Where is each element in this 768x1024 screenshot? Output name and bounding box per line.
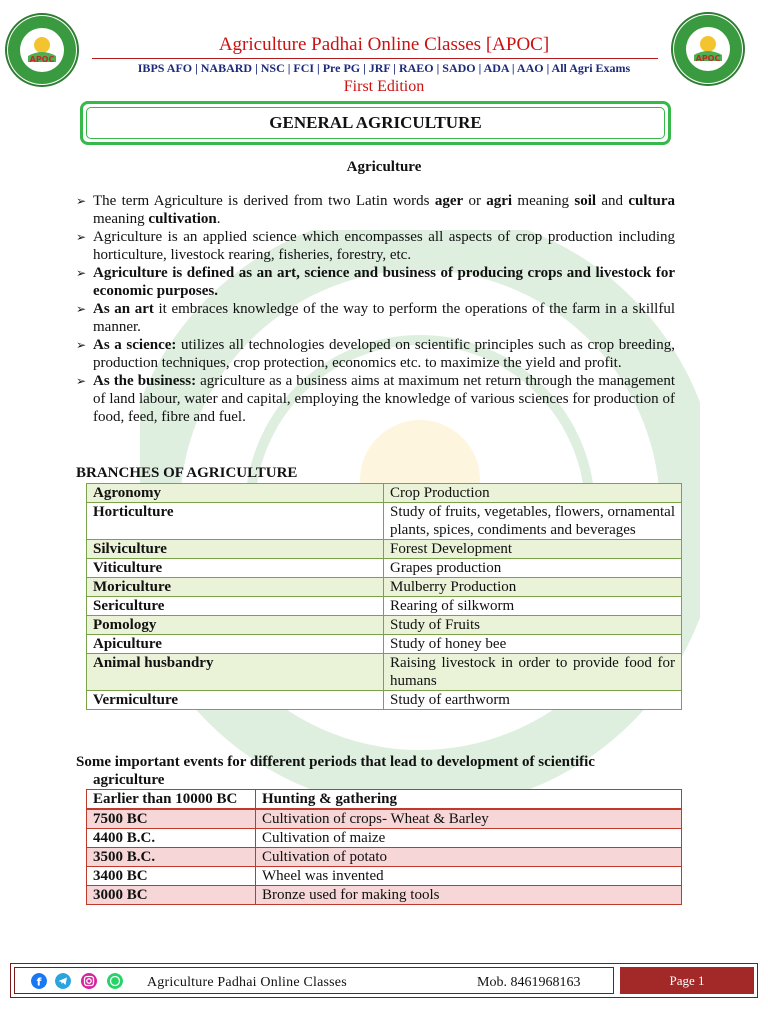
branch-meaning: Grapes production xyxy=(384,559,682,578)
branch-name: Moriculture xyxy=(87,578,384,597)
event-period: 3400 BC xyxy=(87,867,256,886)
branches-heading: BRANCHES OF AGRICULTURE xyxy=(76,465,298,481)
bullet-item xyxy=(76,372,675,426)
bullet-item xyxy=(76,264,675,300)
svg-text:f: f xyxy=(36,975,42,989)
arrow-bullet-icon: ➢ xyxy=(76,266,87,280)
page-title: GENERAL AGRICULTURE xyxy=(269,113,482,132)
bullet-item xyxy=(76,300,675,336)
branch-name: Agronomy xyxy=(87,484,384,503)
bullet-item xyxy=(76,228,675,264)
header-divider xyxy=(92,58,658,59)
table-row xyxy=(87,597,682,616)
branch-name: Viticulture xyxy=(87,559,384,578)
events-heading: Some important events for different periods that lead to development of scientific agriculture xyxy=(76,754,595,788)
table-row xyxy=(87,635,682,654)
footer-brand-name: Agriculture Padhai Online Classes xyxy=(147,975,347,990)
branch-name: Sericulture xyxy=(87,597,384,616)
telegram-icon[interactable] xyxy=(55,973,71,989)
branch-name: Silviculture xyxy=(87,540,384,559)
header-title: Agriculture Padhai Online Classes [APOC] xyxy=(218,34,550,55)
bullet-text: The term Agriculture is derived from two Latin words ager or agri meaning soil and cultura meaning cultivation. xyxy=(93,193,675,227)
branch-meaning: Raising livestock in order to provide food for humans xyxy=(384,654,682,691)
events-table xyxy=(86,789,682,905)
branch-meaning: Study of earthworm xyxy=(384,691,682,710)
branch-name: Pomology xyxy=(87,616,384,635)
event-description: Wheel was invented xyxy=(256,867,682,886)
instagram-icon[interactable] xyxy=(81,973,97,989)
branch-name: Animal husbandry xyxy=(87,654,384,691)
branch-meaning: Study of Fruits xyxy=(384,616,682,635)
branch-name: Apiculture xyxy=(87,635,384,654)
arrow-bullet-icon: ➢ xyxy=(76,374,87,388)
header-exam-list: IBPS AFO | NABARD | NSC | FCI | Pre PG | JRF | RAEO | SADO | ADA | AAO | All Agri Exams xyxy=(137,61,631,75)
branch-meaning: Study of honey bee xyxy=(384,635,682,654)
event-description: Hunting & gathering xyxy=(256,790,682,810)
event-period: Earlier than 10000 BC xyxy=(87,790,256,810)
edition-label: First Edition xyxy=(343,78,425,95)
svg-text:APOC: APOC xyxy=(29,55,55,64)
whatsapp-icon[interactable] xyxy=(107,973,123,989)
svg-text:APOC: APOC xyxy=(695,54,721,63)
event-description: Cultivation of crops- Wheat & Barley xyxy=(256,809,682,829)
arrow-bullet-icon: ➢ xyxy=(76,194,87,208)
bullet-text: As an art it embraces knowledge of the way to perform the operations of the farm in a skillful manner. xyxy=(93,301,675,335)
table-row xyxy=(87,829,682,848)
page-title-box xyxy=(80,101,671,145)
branch-meaning: Forest Development xyxy=(384,540,682,559)
table-row xyxy=(87,484,682,503)
arrow-bullet-icon: ➢ xyxy=(76,302,87,316)
event-period: 3500 B.C. xyxy=(87,848,256,867)
table-row xyxy=(87,886,682,905)
table-row xyxy=(87,616,682,635)
table-row xyxy=(87,691,682,710)
bullet-text: Agriculture is an applied science which encompasses all aspects of crop production including horticulture, livestock rearing, fisheries, forestry, etc. xyxy=(93,229,675,263)
section-title-agriculture: Agriculture xyxy=(346,159,422,175)
branch-name: Horticulture xyxy=(87,503,384,540)
bullet-item xyxy=(76,336,675,372)
footer-bar xyxy=(10,963,758,998)
table-row xyxy=(87,809,682,829)
bullet-text: Agriculture is defined as an art, science and business of producing crops and livestock for economic purposes. xyxy=(93,265,675,299)
event-period: 4400 B.C. xyxy=(87,829,256,848)
table-row xyxy=(87,848,682,867)
branch-name: Vermiculture xyxy=(87,691,384,710)
table-row xyxy=(87,559,682,578)
table-row xyxy=(87,540,682,559)
table-row xyxy=(87,503,682,540)
arrow-bullet-icon: ➢ xyxy=(76,338,87,352)
table-row xyxy=(87,790,682,810)
event-period: 3000 BC xyxy=(87,886,256,905)
table-row xyxy=(87,578,682,597)
branch-meaning: Crop Production xyxy=(384,484,682,503)
footer-mobile-number: Mob. 8461968163 xyxy=(477,975,581,990)
page-number: Page 1 xyxy=(669,973,705,988)
branch-meaning: Mulberry Production xyxy=(384,578,682,597)
branches-table xyxy=(86,483,682,710)
facebook-icon[interactable] xyxy=(31,973,47,989)
event-description: Cultivation of maize xyxy=(256,829,682,848)
table-row xyxy=(87,867,682,886)
bullet-text: As the business: agriculture as a business aims at maximum net return through the management of land labour, water and capital, employing the knowledge of various sciences for production of food, feed, fibre and fuel. xyxy=(93,373,675,425)
bullet-text: As a science: utilizes all technologies developed on scientific principles such as crop breeding, production techniques, crop protection, economics etc. to maximize the yield and profit. xyxy=(93,337,675,371)
arrow-bullet-icon: ➢ xyxy=(76,230,87,244)
event-description: Cultivation of potato xyxy=(256,848,682,867)
bullet-item xyxy=(76,192,675,228)
event-period: 7500 BC xyxy=(87,809,256,829)
branch-meaning: Study of fruits, vegetables, flowers, ornamental plants, spices, condiments and beverages xyxy=(384,503,682,540)
table-row xyxy=(87,654,682,691)
branch-meaning: Rearing of silkworm xyxy=(384,597,682,616)
definition-bullet-list xyxy=(76,192,675,426)
event-description: Bronze used for making tools xyxy=(256,886,682,905)
